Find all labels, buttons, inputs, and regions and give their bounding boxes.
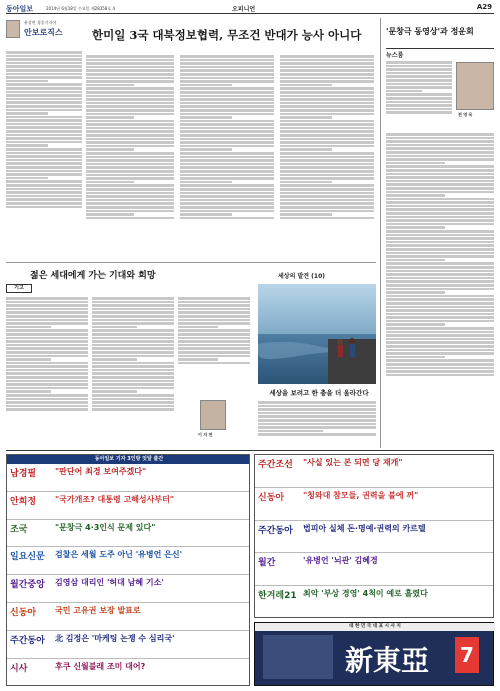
contribution-headline: 젊은 세대에게 가는 기대와 희망 (30, 271, 156, 281)
ad-headline: "문창극 4·3인식 문제 있다" (55, 522, 156, 532)
left-ad-row[interactable] (7, 464, 250, 492)
ad-block-left-header: 동아일보 기자 3인방 잇달 출간 (7, 455, 250, 464)
contribution-body-col3 (178, 296, 250, 386)
brand-ad[interactable] (254, 622, 494, 686)
ad-publication-name: 주간동아 (10, 635, 45, 646)
right-ad-row[interactable] (255, 455, 494, 488)
ad-headline: "청와대 참모들, 권력을 불에 꺼" (303, 490, 419, 500)
ad-list-left (7, 464, 250, 686)
right-column-text (386, 132, 494, 448)
photo-feature-image (258, 284, 376, 384)
ad-publication-name: 주간동아 (258, 525, 293, 536)
ad-headline: 후쿠 신월블래 조미 대어? (55, 661, 146, 671)
ad-headline: "사실 있는 본 되면 당 재개" (303, 458, 403, 467)
ads-divider (6, 450, 494, 451)
editorial-body-col1 (86, 54, 174, 266)
right-ad-row[interactable] (255, 553, 494, 586)
ad-headline: 법피아 실체 돈·명예·권력의 카르텔 (303, 523, 426, 533)
editorial-body-col3 (280, 54, 374, 266)
left-ad-row[interactable] (7, 575, 250, 603)
ad-list-right (255, 455, 494, 618)
left-ad-row[interactable] (7, 659, 250, 686)
brand-issue-number: 7 (455, 637, 479, 673)
newsroom-label-bar (386, 48, 494, 58)
page-number: A29 (476, 3, 492, 11)
left-ad-row[interactable] (7, 631, 250, 659)
author-photo (6, 20, 20, 38)
right-author-name: 전 영 욱 (458, 112, 473, 117)
right-ad-row[interactable] (255, 521, 494, 554)
ad-headline: 최악 '부상 경영' 4척이 예로 흘렸다 (303, 589, 428, 599)
editorial-headline: 한미일 3국 대북정보협력, 무조건 반대가 능사 아니다 (92, 28, 362, 42)
section-title: 오피니언 (232, 6, 256, 13)
ad-publication-name: 월간 (258, 558, 276, 569)
column-byline: 윤상연 경종기자야 (24, 20, 57, 25)
left-ad-row[interactable] (7, 547, 250, 575)
ad-publication-name: 일요신문 (10, 552, 45, 563)
contribution-author-name: 이 지 연 (198, 432, 213, 437)
column-divider (380, 18, 381, 448)
photo-feature-label: 세상의 발견 (10) (278, 273, 325, 280)
ad-headline: 김영삼 대리인 '허대 남혜 기소' (55, 578, 164, 588)
ad-headline: "판단어 최경 보여주겠다" (55, 467, 147, 476)
ad-headline: 국민 고유권 보장 발표로 (55, 606, 141, 615)
contribution-body-col2 (92, 296, 174, 446)
left-ad-row[interactable] (7, 492, 250, 520)
ad-block-left[interactable] (6, 454, 250, 686)
ad-headline: '유병언 '뇌관' 김혜경 (303, 556, 378, 566)
ad-publication-name: 신동아 (258, 492, 285, 503)
editorial-body-col2 (180, 54, 274, 266)
photo-feature-header (258, 270, 376, 283)
right-headline: '문창극 동영상'과 정운회 (386, 26, 474, 36)
column-profile (6, 18, 78, 48)
section-divider (6, 262, 376, 263)
ad-publication-name: 월간중앙 (10, 580, 45, 591)
masthead (6, 3, 494, 14)
ad-publication-name: 조국 (10, 524, 28, 535)
ad-headline: 北 김정은 '마케팅 논쟁 수 심리국' (55, 633, 175, 643)
right-column-text-top (386, 60, 452, 130)
ocean-photo (258, 284, 376, 384)
ad-publication-name: 안희정 (10, 496, 37, 507)
newsroom-label: 뉴스룸 (386, 52, 404, 59)
photo-feature-text (258, 400, 376, 446)
ad-headline: "국가개조? 대통령 고해성사부터" (55, 494, 175, 504)
right-ad-row[interactable] (255, 488, 494, 521)
issue-date: 2014년 6월18일 수요일 제28358호 4 (46, 6, 116, 11)
right-ad-row[interactable] (255, 586, 494, 618)
left-ad-row[interactable] (7, 520, 250, 548)
left-ad-row[interactable] (7, 603, 250, 631)
ad-publication-name: 주간조선 (258, 460, 293, 470)
contribution-label: 기고 (6, 284, 32, 293)
ad-publication-name: 신동아 (10, 608, 37, 618)
right-author-photo (456, 62, 494, 110)
contribution-author-photo (200, 400, 226, 430)
column-body-text (6, 50, 82, 256)
ad-publication-name: 한겨레21 (258, 591, 297, 602)
photo-feature-caption: 세상을 보려고 한 충을 더 올라간다 (269, 389, 369, 397)
brand-logo: 新東亞 (345, 644, 430, 677)
column-series-title: 안보로직스 (24, 27, 63, 37)
ad-publication-name: 시사 (10, 663, 28, 674)
contribution-body-col1 (6, 296, 88, 446)
newspaper-logo: 동아일보 (6, 4, 34, 13)
ad-publication-name: 남경필 (10, 469, 37, 479)
brand-ad-image (263, 635, 333, 679)
ad-block-right[interactable] (254, 454, 494, 618)
brand-ad-tagline: 대 한 민 국 대 표 시 사 지 (255, 623, 495, 631)
ad-headline: 검찰은 세월 도주 아닌 '유병언 은신' (55, 550, 183, 560)
